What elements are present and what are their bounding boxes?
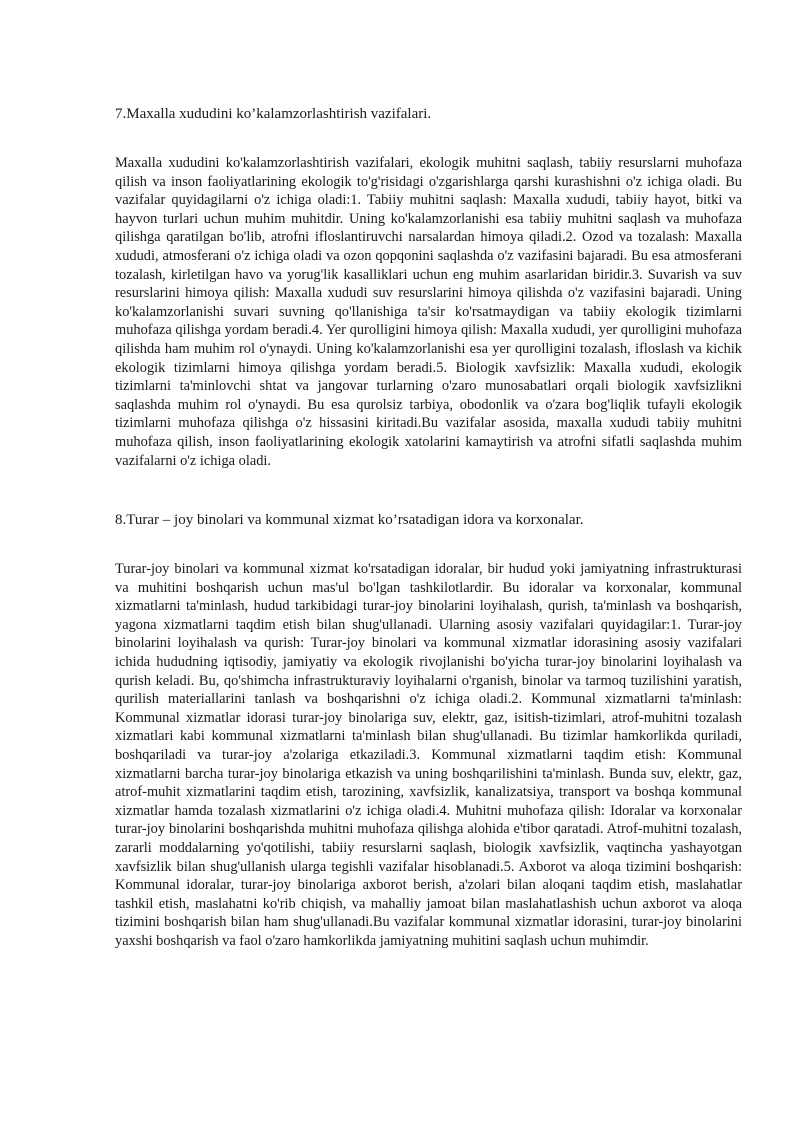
section-7-body: Maxalla xududini ko'kalamzorlashtirish vazifalari, ekologik muhitni saqlash, tabiiy resurslarni muhofaza qilish va inson faoliyatlarining ekologik to'g'risidagi o'zgarishlarga qarshi kurashishni o'z ichiga oladi. Bu vazifalar quyidagilarni o'z ichiga oladi:1. Tabiiy muhitni saqlash: Maxalla xududi, tabiiy hayot, bitki va hayvon turlari uchun muhim muhitdir. Uning ko'kalamzorlanishi esa tabiiy muhitni saqlash va muhofaza qilishga qaratilgan bo'lib, atrofni ifloslantiruvchi narsalardan himoya qiladi.2. Ozod va tozalash: Maxalla xududi, atmosferani o'z ichiga oladi va ozon qopqonini saqlashda o'z vazifasini bajaradi. Bu esa atmosferani tozalash, kirletilgan havo va yorug'lik kasalliklari uchun eng muhim asarlaridan biridir.3. Suvarish va suv resurslarini himoya qilish: Maxalla xududi suv resurslarini himoya qilishda o'z vazifasini bajaradi. Uning ko'kalamzorlanishi suvari suvning qo'llanishiga ta'sir ko'rsatmaydigan va tabiiy ekologik tizimlarni muhofaza qilishga yordam beradi.4. Yer qurolligini himoya qilish: Maxalla xududi, yer qurolligini muhofaza qilishda ham muhim rol o'ynaydi. Uning ko'kalamzorlanishi esa yer qurolligini tozalash, ifloslash va kichik ekologik tizimlarni himoya qilishga yordam beradi.5. Biologik xavfsizlik: Maxalla xududi, ekologik tizimlarni ta'minlovchi shtat va jangovar turlarning o'zaro munosabatlari orqali biologik xavfsizlikni saqlashda muhim rol o'ynaydi. Bu esa qurolsiz tarbiya, obodonlik va o'zara bog'liqlik tufayli ekologik tizimlarni muhofaza qilishga o'z hissasini kiritadi.Bu vazifalar asosida, maxalla xududi tabiiy muhitni muhofaza qilish, inson faoliyatlarining ekologik xatolarini kamaytirish va atrofni sifatli saqlashda muhim vazifalarni o'z ichiga oladi. <box>115 155 742 469</box>
section-8-body: Turar-joy binolari va kommunal xizmat ko'rsatadigan idoralar, bir hudud yoki jamiyatning infrastrukturasi va muhitini boshqarish uchun mas'ul bo'lgan tashkilotlardir. Bu idoralar va korxonalar, kommunal xizmatlarni ta'minlash, hudud tarkibidagi turar-joy binolarini loyihalash, qurish, ta'minlash va boshqarish, yagona xizmatlarni taqdim etish bilan shug'ullanadi. Ularning asosiy vazifalari quyidagilar:1. Turar-joy binolarini loyihalash va qurish: Turar-joy binolari va kommunal xizmatlar idorasining asosiy vazifalari ichida hududning iqtisodiy, jamiyatiy va ekologik rivojlanishi bo'yicha turar-joy binolarini loyihalash va qurish keladi. Bu, qo'shimcha infrastrukturaviy loyihalarni o'rganish, binolar va tarmoq tuzilishini yaratish, qurilish materiallarini tanlash va boshqarishni o'z ichiga oladi.2. Kommunal xizmatlarni ta'minlash: Kommunal xizmatlar idorasi turar-joy binolariga suv, elektr, gaz, isitish-tizimlari, atrof-muhitni tozalash xizmatlari kabi kommunal xizmatlarni ta'minlash bilan shug'ullanadi. Bu tizimlar hamkorlikda quriladi, boshqariladi va turar-joy a'zolariga etkaziladi.3. Kommunal xizmatlarni taqdim etish: Kommunal xizmatlarni barcha turar-joy binolariga etkazish va uning boshqarilishini ta'minlash. Bunda suv, elektr, gaz, atrof-muhit xizmatlarini taqdim etish, tarozining, xavfsizlik, kanalizatsiya, transport va boshqa kommunal xizmatlar hamda tozalash xizmatlarini o'z ichiga oladi.4. Muhitni muhofaza qilish: Idoralar va korxonalar turar-joy binolarini boshqarishda muhitni muhofaza qilishga alohida e'tibor qaratadi. Atrof-muhitni tozalash, zararli moddalarning yo'qotilishi, tabiiy resurslarni saqlash, biologik xavfsizlik, vaqtincha yashayotgan xavfsizlik bilan shug'ullanish ularga tegishli vazifalar hisoblanadi.5. Axborot va aloqa tizimini boshqarish: Kommunal idoralar, turar-joy binolariga axborot berish, a'zolari bilan aloqani taqdim etish, maslahatlar tashkil etish, maslahatni ko'rib chiqish, va mahalliy jamoat bilan maslahatlashish uchun axborot va aloqa tizimini boshqarish bilan ham shug'ullanadi.Bu vazifalar kommunal xizmatlar idorasini, turar-joy binolarini yaxshi boshqarish va faol o'zaro hamkorlikda jamiyatning muhitini saqlash uchun muhimdir. <box>115 561 742 949</box>
section-8-heading: 8.Turar – joy binolari va kommunal xizmat ko’rsatadigan idora va korxonalar. <box>115 512 584 529</box>
section-7-heading: 7.Maxalla xududini ko’kalamzorlashtirish vazifalari. <box>115 106 432 122</box>
document-page <box>115 104 742 951</box>
